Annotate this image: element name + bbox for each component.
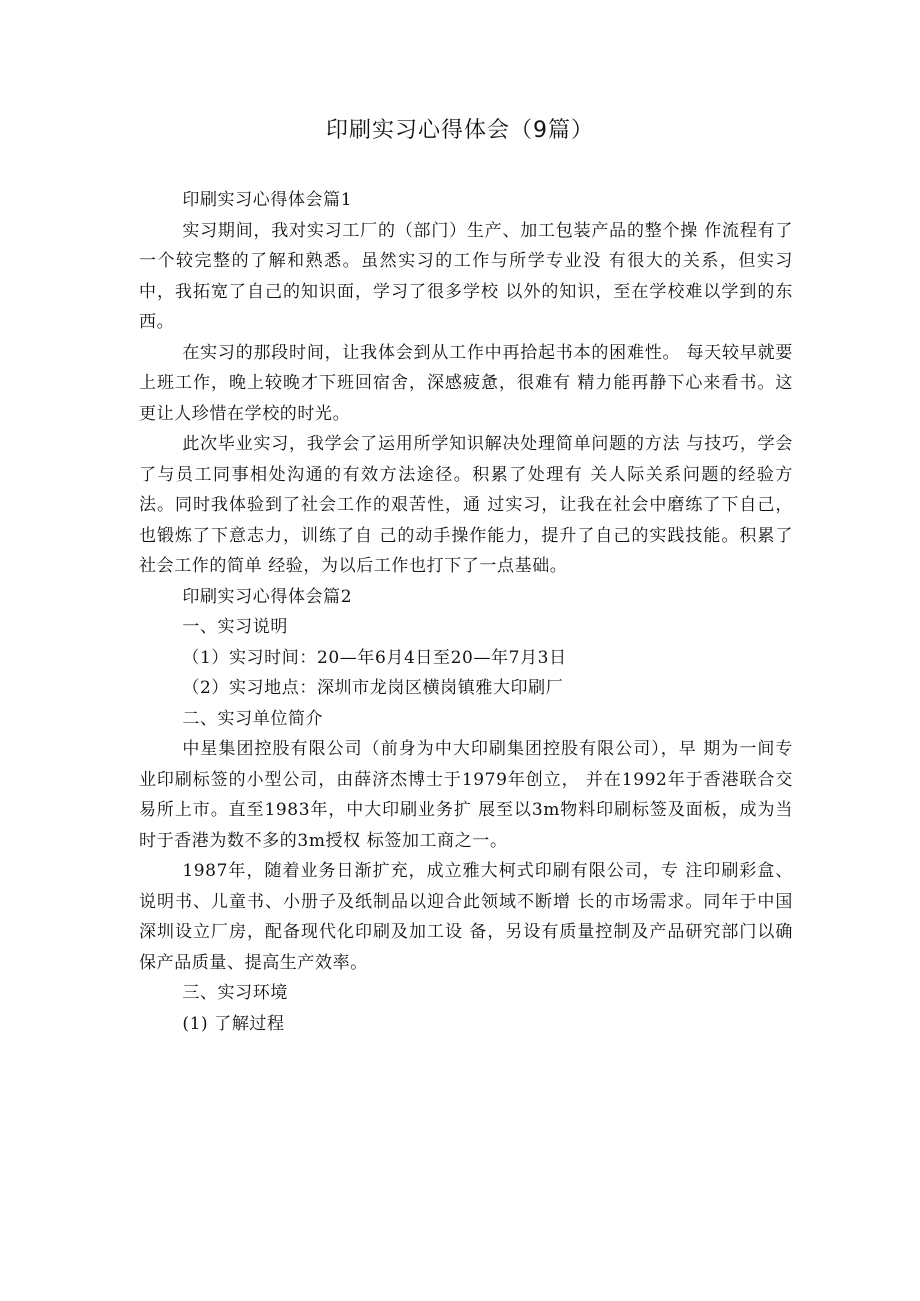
list-item-internship-time: （1）实习时间：20—年6月4日至20—年7月3日 [182, 647, 567, 668]
list-item-understanding-process: (1) 了解过程 [182, 1013, 285, 1034]
subheading-company-profile: 二、实习单位简介 [182, 708, 324, 729]
paragraph: 此次毕业实习，我学会了运用所学知识解决处理简单问题的方法 与技巧，学会了与员工同事相处沟通的有效方法途径。积累了处理有 关人际关系问题的经验方法。同时我体验到了社会工作的艰苦性，通 过实习，让我在社会中磨练了下自己，也锻炼了下意志力，训练了自 己的动手操作能力，提升了自己的实践技能。积累了社会工作的简单 经验，为以后工作也打下了一点基础。 [139, 434, 793, 576]
paragraph: 在实习的那段时间，让我体会到从工作中再拾起书本的困难性。 每天较早就要上班工作，晚上较晚才下班回宿舍，深感疲惫，很难有 精力能再静下心来看书。这更让人珍惜在学校的时光。 [139, 342, 793, 424]
section-heading-part-2: 印刷实习心得体会篇2 [182, 586, 353, 607]
subheading-internship-environment: 三、实习环境 [182, 983, 288, 1003]
document-body [139, 185, 793, 1039]
paragraph: 1987年，随着业务日渐扩充，成立雅大柯式印刷有限公司，专 注印刷彩盒、说明书、儿童书、小册子及纸制品以迎合此领域不断增 长的市场需求。同年于中国深圳设立厂房，配备现代化印刷及加工设 备，另设有质量控制及产品研究部门以确保产品质量、提高生产效率。 [139, 861, 793, 973]
list-item-internship-location: （2）实习地点：深圳市龙岗区横岗镇雅大印刷厂 [182, 678, 564, 698]
document-title: 印刷实习心得体会（9篇） [326, 118, 594, 143]
section-heading-part-1: 印刷实习心得体会篇1 [182, 190, 353, 210]
paragraph: 中星集团控股有限公司（前身为中大印刷集团控股有限公司），早 期为一间专业印刷标签的小型公司，由薛济杰博士于1979年创立， 并在1992年于香港联合交易所上市。直至1983年，中大印刷业务扩 展至以3m物料印刷标签及面板，成为当时于香港为数不多的3m授权 标签加工商之一。 [139, 739, 793, 851]
paragraph: 实习期间，我对实习工厂的（部门）生产、加工包装产品的整个操 作流程有了一个较完整的了解和熟悉。虽然实习的工作与所学专业没 有很大的关系，但实习中，我拓宽了自己的知识面，学习了很多学校 以外的知识，至在学校难以学到的东西。 [139, 220, 793, 332]
subheading-internship-description: 一、实习说明 [182, 617, 288, 637]
